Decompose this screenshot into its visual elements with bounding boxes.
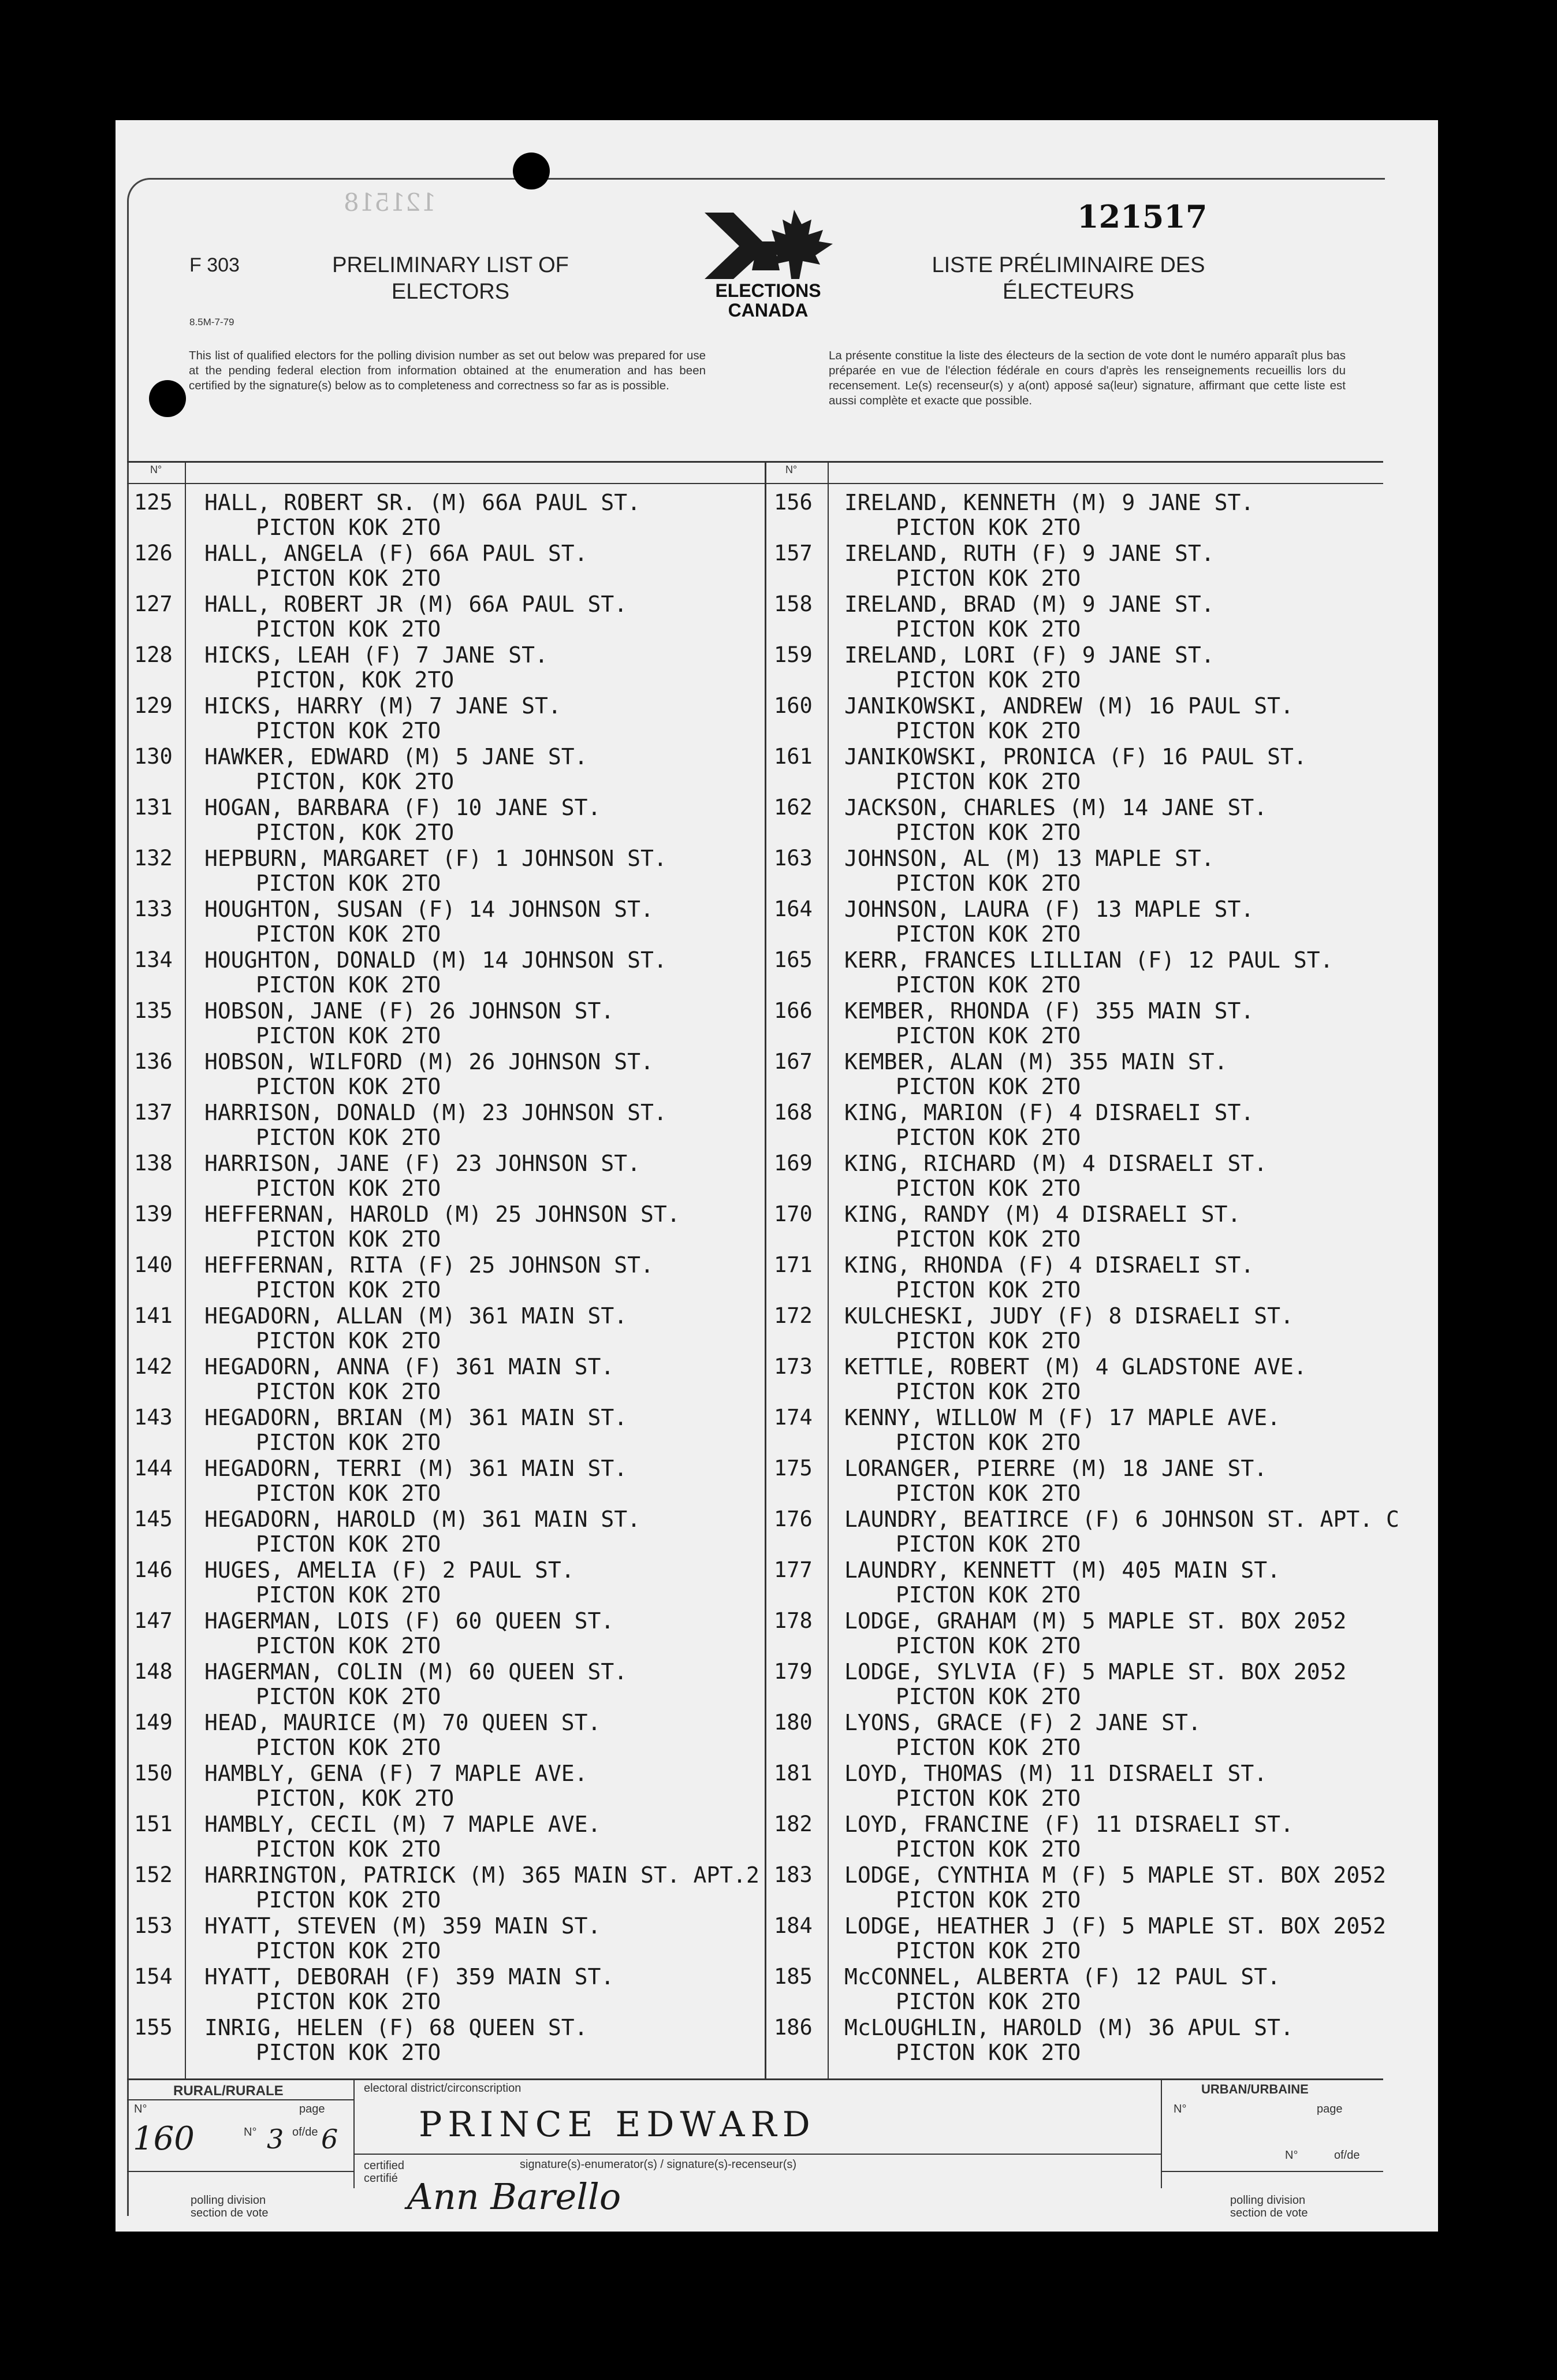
elector-name-address: HEGADORN, ANNA (F) 361 MAIN ST. [204, 1354, 614, 1379]
elector-locality: PICTON KOK 2TO [896, 566, 1081, 591]
elector-locality: PICTON KOK 2TO [256, 1226, 441, 1252]
punch-hole-left [149, 380, 186, 417]
elector-name-address: LODGE, GRAHAM (M) 5 MAPLE ST. BOX 2052 [844, 1608, 1347, 1634]
entry-number: 178 [774, 1608, 813, 1633]
certified-label-en: certified [364, 2159, 405, 2172]
print-code: 8.5M-7-79 [189, 317, 234, 328]
page-of-label: of/de [292, 2126, 318, 2139]
elections-canada-logo [693, 207, 843, 328]
form-code: F 303 [189, 254, 240, 276]
elector-name-address: LORANGER, PIERRE (M) 18 JANE ST. [844, 1456, 1268, 1481]
elector-name-address: KETTLE, ROBERT (M) 4 GLADSTONE AVE. [844, 1354, 1307, 1379]
elector-name-address: LODGE, CYNTHIA M (F) 5 MAPLE ST. BOX 2052 [844, 1862, 1386, 1888]
page-no-label: N° [244, 2126, 257, 2139]
entry-number: 137 [134, 1100, 173, 1125]
elector-name-address: HICKS, HARRY (M) 7 JANE ST. [204, 693, 561, 719]
number-header-right: N° [785, 464, 798, 475]
elector-name-address: HEFFERNAN, RITA (F) 25 JOHNSON ST. [204, 1252, 654, 1278]
elector-locality: PICTON, KOK 2TO [256, 667, 455, 693]
elector-locality: PICTON KOK 2TO [896, 1226, 1081, 1252]
elector-name-address: IRELAND, LORI (F) 9 JANE ST. [844, 642, 1215, 668]
elector-locality: PICTON KOK 2TO [896, 820, 1081, 845]
elector-locality: PICTON KOK 2TO [896, 1582, 1081, 1608]
urban-polling-division-label-en: polling division [1230, 2194, 1306, 2207]
elector-locality: PICTON KOK 2TO [256, 1684, 441, 1709]
elector-name-address: HARRISON, DONALD (M) 23 JOHNSON ST. [204, 1100, 667, 1125]
entry-number: 143 [134, 1405, 173, 1430]
entry-number: 142 [134, 1354, 173, 1379]
entry-number: 170 [774, 1202, 813, 1226]
elector-locality: PICTON KOK 2TO [896, 667, 1081, 693]
entry-number: 173 [774, 1354, 813, 1379]
entry-number: 176 [774, 1507, 813, 1531]
entry-number: 177 [774, 1557, 813, 1582]
elector-name-address: HEFFERNAN, HAROLD (M) 25 JOHNSON ST. [204, 1202, 680, 1227]
entry-number: 156 [774, 490, 813, 515]
elector-locality: PICTON KOK 2TO [256, 1938, 441, 1963]
elector-locality: PICTON KOK 2TO [256, 1176, 441, 1201]
elector-locality: PICTON KOK 2TO [896, 1989, 1081, 2014]
elector-name-address: KING, MARION (F) 4 DISRAELI ST. [844, 1100, 1254, 1125]
elector-name-address: LODGE, SYLVIA (F) 5 MAPLE ST. BOX 2052 [844, 1659, 1347, 1684]
entry-number: 166 [774, 998, 813, 1023]
elector-name-address: McLOUGHLIN, HAROLD (M) 36 APUL ST. [844, 2015, 1294, 2040]
title-english: PRELIMINARY LIST OF ELECTORS [332, 253, 569, 304]
elector-name-address: LOYD, FRANCINE (F) 11 DISRAELI ST. [844, 1812, 1294, 1837]
entry-number: 168 [774, 1100, 813, 1125]
footer-rural-bottom-rule [127, 2171, 353, 2172]
elector-locality: PICTON KOK 2TO [896, 1887, 1081, 1913]
entry-number: 145 [134, 1507, 173, 1531]
elector-locality: PICTON KOK 2TO [256, 1125, 441, 1150]
entry-number: 175 [774, 1456, 813, 1481]
entry-number: 127 [134, 592, 173, 616]
elector-locality: PICTON, KOK 2TO [256, 769, 455, 794]
elector-locality: PICTON KOK 2TO [256, 1481, 441, 1506]
certified-label-fr: certifié [364, 2172, 398, 2185]
elector-locality: PICTON KOK 2TO [256, 1328, 441, 1353]
entry-number: 132 [134, 846, 173, 871]
elector-locality: PICTON KOK 2TO [896, 1074, 1081, 1099]
elector-locality: PICTON KOK 2TO [896, 871, 1081, 896]
entry-number: 153 [134, 1913, 173, 1938]
right-number-column-rule [828, 461, 829, 2078]
elector-locality: PICTON KOK 2TO [256, 1379, 441, 1404]
entry-number: 171 [774, 1252, 813, 1277]
elector-locality: PICTON KOK 2TO [896, 1125, 1081, 1150]
elector-name-address: HAMBLY, CECIL (M) 7 MAPLE AVE. [204, 1812, 601, 1837]
elector-locality: PICTON KOK 2TO [896, 616, 1081, 642]
elector-name-address: HEGADORN, TERRI (M) 361 MAIN ST. [204, 1456, 628, 1481]
elector-locality: PICTON KOK 2TO [256, 1430, 441, 1455]
entry-number: 126 [134, 541, 173, 566]
entry-number: 144 [134, 1456, 173, 1481]
elector-name-address: JANIKOWSKI, ANDREW (M) 16 PAUL ST. [844, 693, 1294, 719]
elector-name-address: KEMBER, ALAN (M) 355 MAIN ST. [844, 1049, 1228, 1074]
entry-number: 135 [134, 998, 173, 1023]
elector-locality: PICTON KOK 2TO [256, 1989, 441, 2014]
elector-name-address: HYATT, DEBORAH (F) 359 MAIN ST. [204, 1964, 614, 1989]
entry-number: 146 [134, 1557, 173, 1582]
elector-name-address: LOYD, THOMAS (M) 11 DISRAELI ST. [844, 1761, 1268, 1786]
elector-name-address: HUGES, AMELIA (F) 2 PAUL ST. [204, 1557, 575, 1583]
entry-number: 158 [774, 592, 813, 616]
elector-name-address: KING, RANDY (M) 4 DISRAELI ST. [844, 1202, 1241, 1227]
entry-number: 180 [774, 1710, 813, 1735]
elector-name-address: KING, RHONDA (F) 4 DISRAELI ST. [844, 1252, 1254, 1278]
entry-number: 172 [774, 1303, 813, 1328]
footer-divider-1 [353, 2078, 355, 2188]
entry-number: 155 [134, 2015, 173, 2040]
elector-locality: PICTON KOK 2TO [256, 566, 441, 591]
footer-urban-bottom-rule [1161, 2171, 1383, 2172]
entry-number: 182 [774, 1812, 813, 1836]
entry-number: 164 [774, 897, 813, 921]
elector-locality: PICTON KOK 2TO [896, 1379, 1081, 1404]
page-total: 6 [321, 2124, 338, 2155]
center-divider-rule [765, 461, 766, 2078]
number-header-left: N° [150, 464, 162, 475]
elector-name-address: HALL, ROBERT JR (M) 66A PAUL ST. [204, 592, 628, 617]
intro-english: This list of qualified electors for the polling division number as set out below was prepared for use at the pending federal election from information obtained at the enumeration and has been certified by the signature(s) below as to completeness and correctness so far as is possible. [189, 349, 706, 392]
elector-name-address: KULCHESKI, JUDY (F) 8 DISRAELI ST. [844, 1303, 1294, 1329]
elector-locality: PICTON KOK 2TO [896, 718, 1081, 743]
elector-locality: PICTON KOK 2TO [896, 1176, 1081, 1201]
elector-locality: PICTON KOK 2TO [896, 515, 1081, 540]
left-number-column-rule [185, 461, 186, 2078]
elector-locality: PICTON KOK 2TO [896, 1633, 1081, 1658]
entry-number: 184 [774, 1913, 813, 1938]
entry-number: 129 [134, 693, 173, 718]
elector-name-address: HAMBLY, GENA (F) 7 MAPLE AVE. [204, 1761, 588, 1786]
elector-locality: PICTON KOK 2TO [256, 718, 441, 743]
urban-page-of-label: of/de [1334, 2149, 1360, 2162]
entry-number: 160 [774, 693, 813, 718]
entry-number: 140 [134, 1252, 173, 1277]
title-french: LISTE PRÉLIMINAIRE DES ÉLECTEURS [932, 253, 1205, 304]
elector-name-address: HEGADORN, HAROLD (M) 361 MAIN ST. [204, 1507, 640, 1532]
elector-locality: PICTON KOK 2TO [896, 1023, 1081, 1048]
elector-locality: PICTON, KOK 2TO [256, 1786, 455, 1811]
elector-name-address: KENNY, WILLOW M (F) 17 MAPLE AVE. [844, 1405, 1280, 1430]
punch-hole-top [513, 153, 550, 189]
elector-locality: PICTON KOK 2TO [896, 1277, 1081, 1303]
elector-name-address: LAUNDRY, BEATIRCE (F) 6 JOHNSON ST. APT. C [844, 1507, 1399, 1532]
elector-name-address: KERR, FRANCES LILLIAN (F) 12 PAUL ST. [844, 947, 1333, 973]
elector-name-address: HEGADORN, ALLAN (M) 361 MAIN ST. [204, 1303, 628, 1329]
entry-number: 131 [134, 795, 173, 820]
entry-number: 163 [774, 846, 813, 871]
elector-name-address: LYONS, GRACE (F) 2 JANE ST. [844, 1710, 1201, 1735]
urban-page-no-label: N° [1285, 2149, 1298, 2162]
elector-name-address: HAWKER, EDWARD (M) 5 JANE ST. [204, 744, 588, 769]
elector-locality: PICTON KOK 2TO [256, 2040, 441, 2065]
intro-french: La présente constitue la liste des électeurs de la section de vote dont le numéro apparaît plus bas préparée en vue de l'élection fédérale en cours d'après les renseignements recueillis lors du recensement. Le(s) recenseur(s) y a(ont) apposé sa(leur) signature, affirmant que cette liste est aussi complète et exacte que possible. [829, 349, 1346, 407]
rural-no-label: N° [134, 2103, 147, 2115]
maple-leaf-x-icon [693, 207, 843, 282]
footer-rural-rule [127, 2099, 353, 2100]
elector-name-address: LODGE, HEATHER J (F) 5 MAPLE ST. BOX 2052 [844, 1913, 1386, 1939]
elector-name-address: HOGAN, BARBARA (F) 10 JANE ST. [204, 795, 601, 820]
elector-locality: PICTON KOK 2TO [256, 1836, 441, 1862]
entry-number: 125 [134, 490, 173, 515]
elector-name-address: JOHNSON, AL (M) 13 MAPLE ST. [844, 846, 1215, 871]
entry-number: 162 [774, 795, 813, 820]
elector-name-address: HARRINGTON, PATRICK (M) 365 MAIN ST. APT.2 [204, 1862, 759, 1888]
elector-locality: PICTON KOK 2TO [896, 1938, 1081, 1963]
entry-number: 161 [774, 744, 813, 769]
polling-division-label-en: polling division [191, 2194, 266, 2207]
entry-number: 136 [134, 1049, 173, 1074]
urban-polling-division-label-fr: section de vote [1230, 2207, 1308, 2219]
entry-number: 165 [774, 947, 813, 972]
entry-number: 181 [774, 1761, 813, 1786]
enumerator-signature: Ann Barello [407, 2176, 621, 2218]
elector-locality: PICTON KOK 2TO [256, 921, 441, 947]
elector-name-address: KEMBER, RHONDA (F) 355 MAIN ST. [844, 998, 1254, 1024]
polling-division-label-fr: section de vote [191, 2207, 269, 2219]
elector-name-address: IRELAND, RUTH (F) 9 JANE ST. [844, 541, 1215, 566]
elector-locality: PICTON KOK 2TO [256, 515, 441, 540]
entry-number: 128 [134, 642, 173, 667]
elector-name-address: LAUNDRY, KENNETT (M) 405 MAIN ST. [844, 1557, 1280, 1583]
entry-number: 150 [134, 1761, 173, 1786]
logo-wordmark: ELECTIONS CANADA [715, 280, 821, 321]
elector-name-address: INRIG, HELEN (F) 68 QUEEN ST. [204, 2015, 588, 2040]
entry-number: 151 [134, 1812, 173, 1836]
entry-number: 147 [134, 1608, 173, 1633]
elector-locality: PICTON KOK 2TO [256, 1633, 441, 1658]
entry-number: 138 [134, 1151, 173, 1176]
elector-locality: PICTON KOK 2TO [256, 1023, 441, 1048]
elector-locality: PICTON KOK 2TO [896, 769, 1081, 794]
elector-locality: PICTON KOK 2TO [896, 1735, 1081, 1760]
urban-no-label: N° [1174, 2103, 1187, 2115]
elector-name-address: HICKS, LEAH (F) 7 JANE ST. [204, 642, 548, 668]
elector-locality: PICTON KOK 2TO [256, 871, 441, 896]
entry-number: 130 [134, 744, 173, 769]
elector-locality: PICTON KOK 2TO [896, 921, 1081, 947]
elector-locality: PICTON KOK 2TO [896, 1481, 1081, 1506]
entry-number: 186 [774, 2015, 813, 2040]
electoral-district-value: PRINCE EDWARD [419, 2104, 816, 2145]
urban-page-label: page [1317, 2103, 1343, 2115]
ghost-serial-number: 121518 [344, 188, 437, 217]
elector-name-address: HEPBURN, MARGARET (F) 1 JOHNSON ST. [204, 846, 667, 871]
entry-number: 159 [774, 642, 813, 667]
elector-name-address: HEAD, MAURICE (M) 70 QUEEN ST. [204, 1710, 601, 1735]
entry-number: 139 [134, 1202, 173, 1226]
serial-number: 121517 [1077, 198, 1208, 235]
elector-name-address: JACKSON, CHARLES (M) 14 JANE ST. [844, 795, 1268, 820]
entry-number: 174 [774, 1405, 813, 1430]
elector-locality: PICTON KOK 2TO [256, 972, 441, 998]
entry-number: 152 [134, 1862, 173, 1887]
entry-number: 185 [774, 1964, 813, 1989]
elector-name-address: IRELAND, BRAD (M) 9 JANE ST. [844, 592, 1215, 617]
elector-locality: PICTON KOK 2TO [896, 1328, 1081, 1353]
elector-locality: PICTON KOK 2TO [256, 1277, 441, 1303]
elector-locality: PICTON KOK 2TO [256, 1531, 441, 1557]
elector-locality: PICTON KOK 2TO [896, 1684, 1081, 1709]
elector-name-address: HAGERMAN, LOIS (F) 60 QUEEN ST. [204, 1608, 614, 1634]
elector-locality: PICTON KOK 2TO [896, 1430, 1081, 1455]
elector-name-address: HOBSON, JANE (F) 26 JOHNSON ST. [204, 998, 614, 1024]
entry-number: 169 [774, 1151, 813, 1176]
elector-name-address: IRELAND, KENNETH (M) 9 JANE ST. [844, 490, 1254, 515]
elector-locality: PICTON KOK 2TO [256, 1735, 441, 1760]
electoral-district-label: electoral district/circonscription [364, 2082, 522, 2095]
entry-number: 157 [774, 541, 813, 566]
urban-label: URBAN/URBAINE [1201, 2082, 1309, 2096]
entry-number: 134 [134, 947, 173, 972]
elector-name-address: JOHNSON, LAURA (F) 13 MAPLE ST. [844, 897, 1254, 922]
elector-name-address: HOBSON, WILFORD (M) 26 JOHNSON ST. [204, 1049, 654, 1074]
signature-label: signature(s)-enumerator(s) / signature(s)-recenseur(s) [520, 2158, 797, 2171]
form-sheet [116, 120, 1438, 2232]
entry-number: 149 [134, 1710, 173, 1735]
elector-locality: PICTON KOK 2TO [256, 1074, 441, 1099]
elector-locality: PICTON KOK 2TO [896, 1836, 1081, 1862]
elector-locality: PICTON KOK 2TO [256, 616, 441, 642]
table-header-rule [127, 483, 1383, 484]
elector-locality: PICTON KOK 2TO [896, 1531, 1081, 1557]
rural-label: RURAL/RURALE [173, 2083, 284, 2099]
elector-name-address: KING, RICHARD (M) 4 DISRAELI ST. [844, 1151, 1268, 1176]
elector-name-address: HAGERMAN, COLIN (M) 60 QUEEN ST. [204, 1659, 628, 1684]
elector-name-address: McCONNEL, ALBERTA (F) 12 PAUL ST. [844, 1964, 1280, 1989]
elector-locality: PICTON KOK 2TO [256, 1887, 441, 1913]
elector-name-address: HOUGHTON, SUSAN (F) 14 JOHNSON ST. [204, 897, 654, 922]
elector-locality: PICTON KOK 2TO [896, 972, 1081, 998]
elector-name-address: JANIKOWSKI, PRONICA (F) 16 PAUL ST. [844, 744, 1307, 769]
elector-locality: PICTON KOK 2TO [256, 1582, 441, 1608]
elector-name-address: HALL, ROBERT SR. (M) 66A PAUL ST. [204, 490, 640, 515]
elector-locality: PICTON KOK 2TO [896, 2040, 1081, 2065]
entry-number: 167 [774, 1049, 813, 1074]
footer-mid-rule [353, 2154, 1161, 2155]
entry-number: 148 [134, 1659, 173, 1684]
entry-number: 154 [134, 1964, 173, 1989]
entry-number: 133 [134, 897, 173, 921]
elector-name-address: HALL, ANGELA (F) 66A PAUL ST. [204, 541, 588, 566]
elector-name-address: HARRISON, JANE (F) 23 JOHNSON ST. [204, 1151, 640, 1176]
elector-name-address: HYATT, STEVEN (M) 359 MAIN ST. [204, 1913, 601, 1939]
entry-number: 141 [134, 1303, 173, 1328]
elector-name-address: HOUGHTON, DONALD (M) 14 JOHNSON ST. [204, 947, 667, 973]
entry-number: 183 [774, 1862, 813, 1887]
footer-top-rule [127, 2078, 1383, 2080]
entry-number: 179 [774, 1659, 813, 1684]
elector-locality: PICTON, KOK 2TO [256, 820, 455, 845]
elector-name-address: HEGADORN, BRIAN (M) 361 MAIN ST. [204, 1405, 628, 1430]
elector-locality: PICTON KOK 2TO [896, 1786, 1081, 1811]
polling-division-number: 160 [133, 2120, 195, 2158]
table-top-rule [127, 461, 1383, 463]
rural-page-label: page [299, 2103, 325, 2115]
page-number: 3 [267, 2124, 284, 2155]
